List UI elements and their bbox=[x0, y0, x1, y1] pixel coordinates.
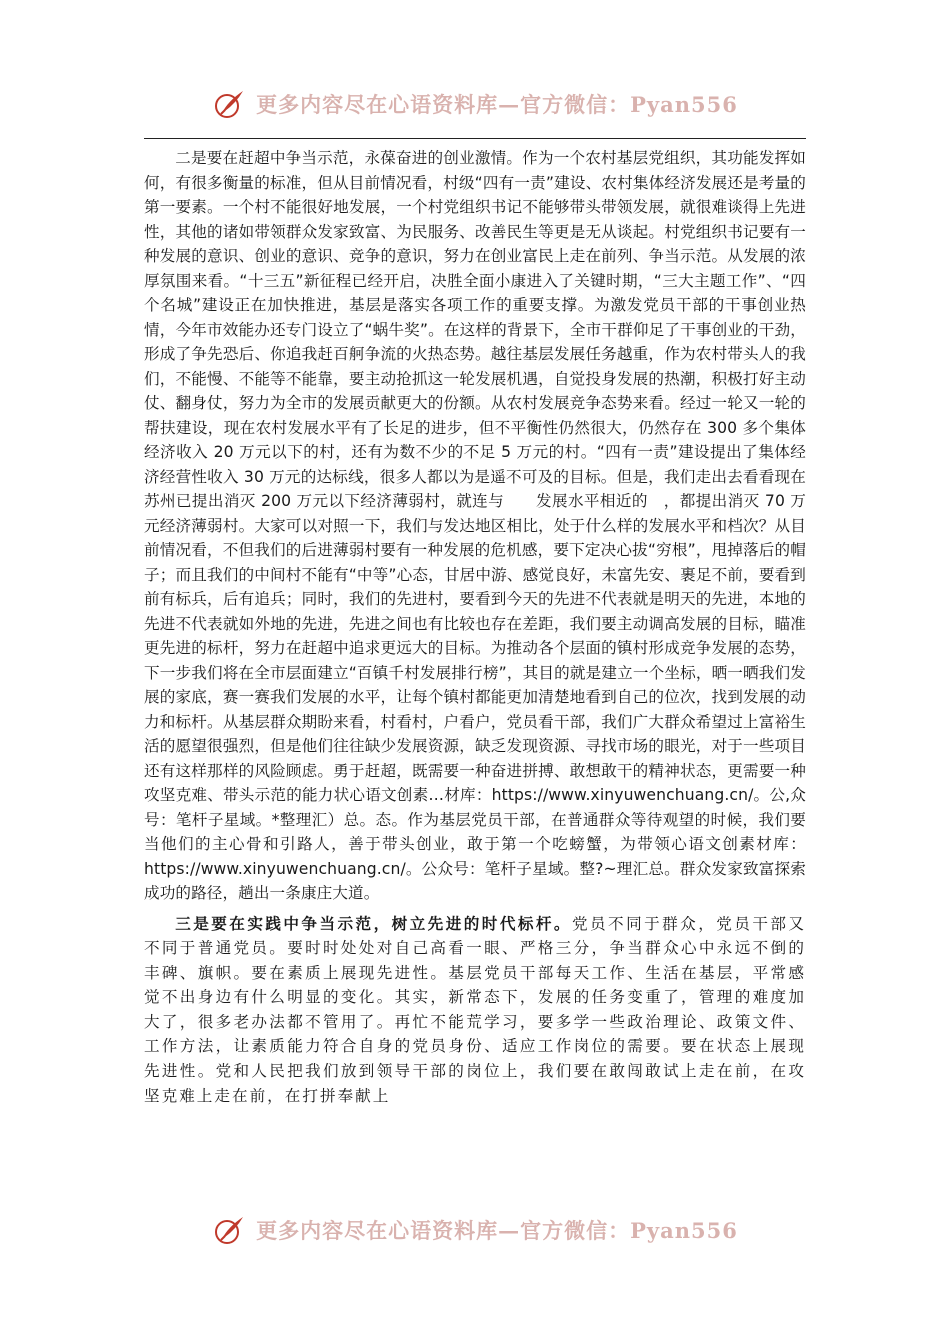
quill-pen-logo-icon bbox=[212, 87, 246, 121]
quill-pen-logo-icon bbox=[212, 1213, 246, 1247]
paragraph-2-lead: 三是要在实践中争当示范，树立先进的时代标杆。 bbox=[175, 913, 572, 933]
paragraph-2-body: 党员不同于群众，党员干部又不同于普通党员。要时时处处对自己高看一眼、严格三分，争当群众心中永远不倒的丰碑、旗帜。要在素质上展现先进性。基层党员干部每天工作、生活在基层，平常感觉不出身边有什么明显的变化。其实，新常态下，发展的任务变重了，管理的难度加大了，很多老办法都不管用了。再忙不能荒学习，要多学一些政治理论、政策文件、工作方法，让素质能力符合自身的党员身份、适应工作岗位的需要。要在状态上展现先进性。党和人民把我们放到领导干部的岗位上，我们要在敢闯敢试上走在前，在攻坚克难上走在前，在打拼奉献上 bbox=[144, 914, 806, 1105]
paragraph-1: 二是要在赶超中争当示范，永葆奋进的创业激情。作为一个农村基层党组织，其功能发挥如何，有很多衡量的标准，但从目前情况看，村级“四有一责”建设、农村集体经济发展还是考量的第一要素。一个村不能很好地发展，一个村党组织书记不能够带头带领发展，就很难谈得上先进性，其他的诸如带领群众发家致富、为民服务、改善民生等更是无从谈起。村党组织书记要有一种发展的意识、创业的意识、竞争的意识，努力在创业富民上走在前列、争当示范。从发展的浓厚氛围来看。“十三五”新征程已经开启，决胜全面小康进入了关键时期，“三大主题工作”、“四个名城”建设正在加快推进，基层是落实各项工作的重要支撑。为激发党员干部的干事创业热情，今年市效能办还专门设立了“蜗牛奖”。在这样的背景下，全市干群仰足了干事创业的干劲，形成了争先恐后、你追我赶百舸争流的火热态势。越往基层发展任务越重，作为农村带头人的我们，不能慢、不能等不能靠，要主动抢抓这一轮发展机遇，自觉投身发展的热潮，积极打好主动仗、翻身仗，努力为全市的发展贡献更大的份额。从农村发展竞争态势来看。经过一轮又一轮的帮扶建设，现在农村发展水平有了长足的进步，但不平衡性仍然很大，仍然存在 300 多个集体经济收入 20 万元以下的村，还有为数不少的不足 5 万元的村。“四有一责”建设提出了集体经济经营性收入 30 万元的达标线，很多人都以为是遥不可及的目标。但是，我们走出去看看现在苏州已提出消灭 200 万元以下经济薄弱村，就连与 发展水平相近的 ，都提出消灭 70 万元经济薄弱村。大家可以对照一下，我们与发达地区相比，处于什么样的发展水平和档次？从目前情况看，不但我们的后进薄弱村要有一种发展的危机感，要下定决心拔“穷根”，甩掉落后的帽子；而且我们的中间村不能有“中等”心态，甘居中游、感觉良好，未富先安、裹足不前，要看到前有标兵，后有追兵；同时，我们的先进村，要看到今天的先进不代表就是明天的先进，本地的先进不代表就如外地的先进，先进之间也有比较也存在差距，我们要主动调高发展的目标，瞄准更先进的标杆，努力在赶超中追求更远大的目标。为推动各个层面的镇村形成竞争发展的态势，下一步我们将在全市层面建立“百镇千村发展排行榜”，其目的就是建立一个坐标，晒一晒我们发展的家底，赛一赛我们发展的水平，让每个镇村都能更加清楚地看到自己的位次，找到发展的动力和标杆。从基层群众期盼来看，村看村，户看户，党员看干部，我们广大群众希望过上富裕生活的愿望很强烈，但是他们往往缺少发展资源，缺乏发现资源、寻找市场的眼光，对于一些项目还有这样那样的风险顾虑。勇于赶超，既需要一种奋进拼搏、敢想敢干的精神状态，更需要一种攻坚克难、带头示范的能力状心语文创素…材库：https://www.xinyuwenchuang.cn/。公,众号：笔杆子星域。*整理汇）总。态。作为基层党员干部，在普通群众等待观望的时候，我们要当他们的主心骨和引路人，善于带头创业，敢于第一个吃螃蟹，为带领心语文创素材库：https://www.xinyuwenchuang.cn/。公众号：笔杆子星域。整?~理汇总。群众发家致富探索成功的路径，趟出一条康庄大道。 bbox=[144, 149, 806, 902]
header-banner-text: 更多内容尽在心语资料库—官方微信：Pyan556 bbox=[256, 92, 738, 117]
header-watermark-banner bbox=[0, 84, 950, 124]
header-divider bbox=[144, 138, 806, 139]
document-body bbox=[144, 146, 806, 1108]
footer-banner-text: 更多内容尽在心语资料库—官方微信：Pyan556 bbox=[256, 1218, 738, 1243]
footer-watermark-banner bbox=[0, 1210, 950, 1250]
paragraph-2 bbox=[144, 912, 806, 1109]
